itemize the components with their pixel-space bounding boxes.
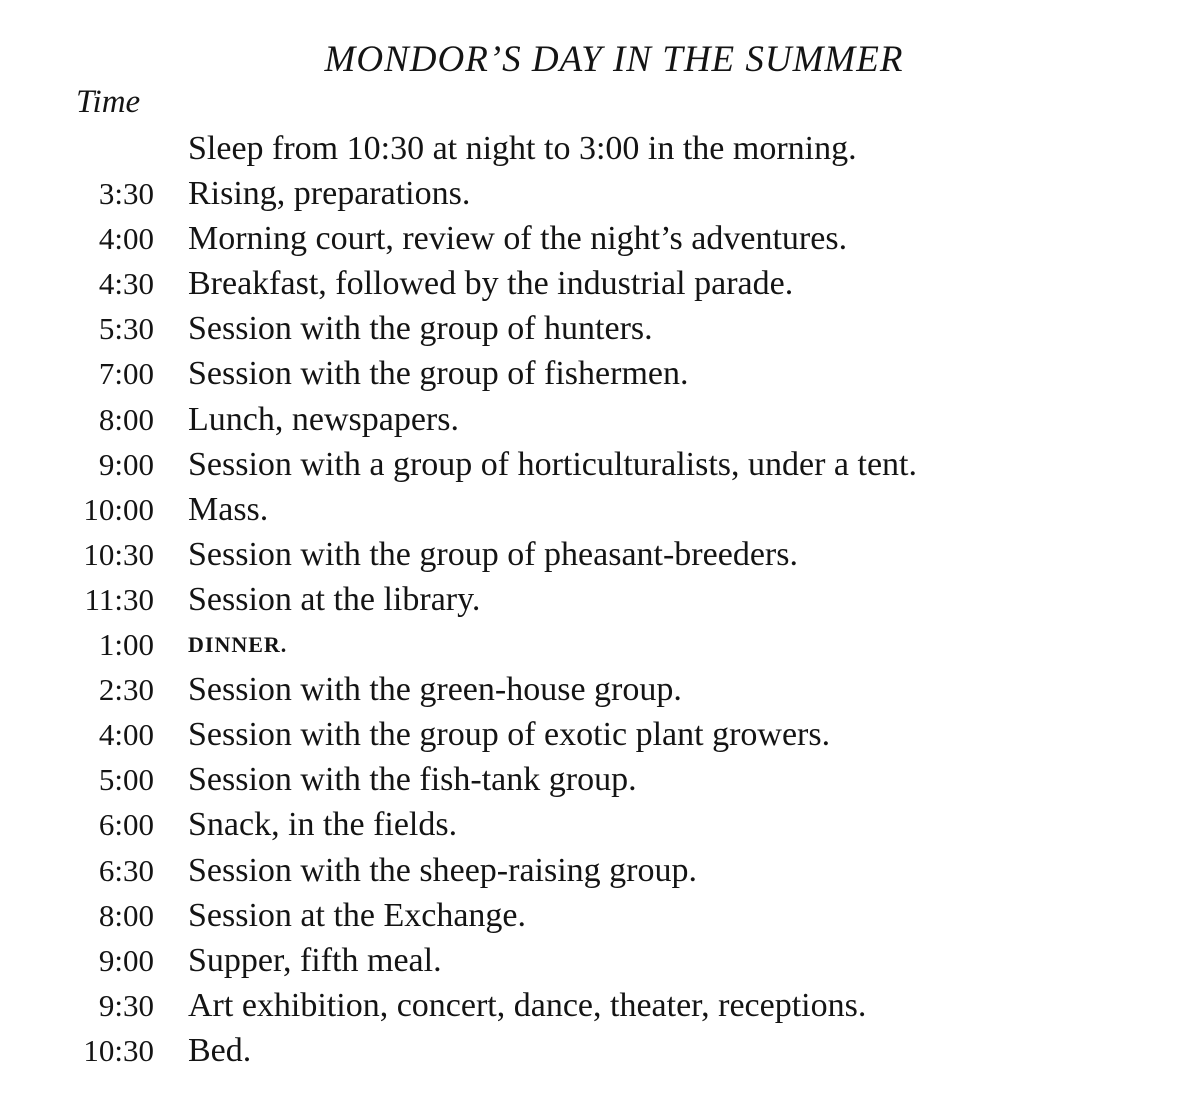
schedule-list bbox=[0, 126, 1200, 1073]
schedule-row bbox=[0, 712, 1200, 757]
schedule-activity: Session with the fish-tank group. bbox=[188, 761, 637, 799]
schedule-activity: Morning court, review of the night’s adventures. bbox=[188, 220, 848, 258]
schedule-activity: Bed. bbox=[188, 1031, 252, 1069]
schedule-row bbox=[0, 261, 1200, 306]
schedule-row bbox=[0, 802, 1200, 847]
schedule-activity: Session with the group of hunters. bbox=[188, 310, 653, 348]
schedule-time: 10:00 bbox=[83, 491, 154, 527]
schedule-activity: Snack, in the fields. bbox=[188, 806, 458, 844]
schedule-row bbox=[0, 577, 1200, 622]
schedule-activity: Art exhibition, concert, dance, theater, receptions. bbox=[188, 986, 867, 1024]
schedule-time: 7:00 bbox=[98, 356, 154, 392]
schedule-row bbox=[0, 532, 1200, 577]
schedule-activity: DINNER. bbox=[188, 632, 288, 658]
schedule-row bbox=[0, 938, 1200, 983]
schedule-row bbox=[0, 397, 1200, 442]
schedule-activity: Sleep from 10:30 at night to 3:00 in the morning. bbox=[188, 130, 857, 167]
schedule-time: 6:00 bbox=[98, 807, 154, 843]
schedule-time: 10:30 bbox=[83, 1032, 154, 1068]
schedule-row bbox=[0, 126, 1200, 171]
schedule-activity: Session at the Exchange. bbox=[188, 896, 527, 934]
schedule-activity: Session with the group of fishermen. bbox=[188, 355, 689, 393]
schedule-time: 8:00 bbox=[98, 897, 154, 933]
schedule-time: 3:30 bbox=[98, 176, 154, 212]
schedule-row bbox=[0, 848, 1200, 893]
schedule-activity: Session with the sheep-raising group. bbox=[188, 851, 697, 889]
schedule-time: 4:30 bbox=[98, 266, 154, 302]
schedule-activity: Supper, fifth meal. bbox=[188, 941, 442, 979]
schedule-time: 9:00 bbox=[98, 446, 154, 482]
schedule-time: 4:00 bbox=[98, 221, 154, 257]
schedule-activity: Session with a group of horticulturalists, under a tent. bbox=[188, 445, 917, 483]
schedule-activity: Rising, preparations. bbox=[188, 175, 471, 213]
schedule-time: 10:30 bbox=[83, 536, 154, 572]
schedule-row bbox=[0, 351, 1200, 396]
schedule-row bbox=[0, 171, 1200, 216]
schedule-row bbox=[0, 1028, 1200, 1073]
schedule-row bbox=[0, 757, 1200, 802]
schedule-row bbox=[0, 442, 1200, 487]
schedule-row bbox=[0, 622, 1200, 667]
schedule-row bbox=[0, 216, 1200, 261]
schedule-activity: Session with the group of pheasant-breeders. bbox=[188, 535, 798, 573]
schedule-row bbox=[0, 306, 1200, 351]
schedule-row bbox=[0, 667, 1200, 712]
schedule-activity: Session with the green-house group. bbox=[188, 671, 682, 709]
schedule-time: 2:30 bbox=[98, 672, 154, 708]
time-column-heading: Time bbox=[76, 84, 141, 120]
schedule-activity: Lunch, newspapers. bbox=[188, 400, 459, 438]
schedule-activity: Session with the group of exotic plant growers. bbox=[188, 716, 831, 754]
schedule-activity: Breakfast, followed by the industrial parade. bbox=[188, 265, 794, 303]
schedule-time: 5:00 bbox=[98, 762, 154, 798]
schedule-time: 11:30 bbox=[84, 581, 154, 617]
schedule-time: 8:00 bbox=[98, 401, 154, 437]
page-title: MONDOR’S DAY IN THE SUMMER bbox=[324, 39, 904, 80]
schedule-row bbox=[0, 983, 1200, 1028]
schedule-time: 9:30 bbox=[98, 987, 154, 1023]
schedule-row bbox=[0, 893, 1200, 938]
schedule-time: 1:00 bbox=[98, 627, 154, 663]
schedule-row bbox=[0, 487, 1200, 532]
schedule-time: 5:30 bbox=[98, 311, 154, 347]
schedule-time: 4:00 bbox=[98, 717, 154, 753]
schedule-time: 6:30 bbox=[98, 852, 154, 888]
schedule-activity: Session at the library. bbox=[188, 580, 481, 618]
schedule-time: 9:00 bbox=[98, 942, 154, 978]
schedule-activity: Mass. bbox=[188, 490, 269, 528]
